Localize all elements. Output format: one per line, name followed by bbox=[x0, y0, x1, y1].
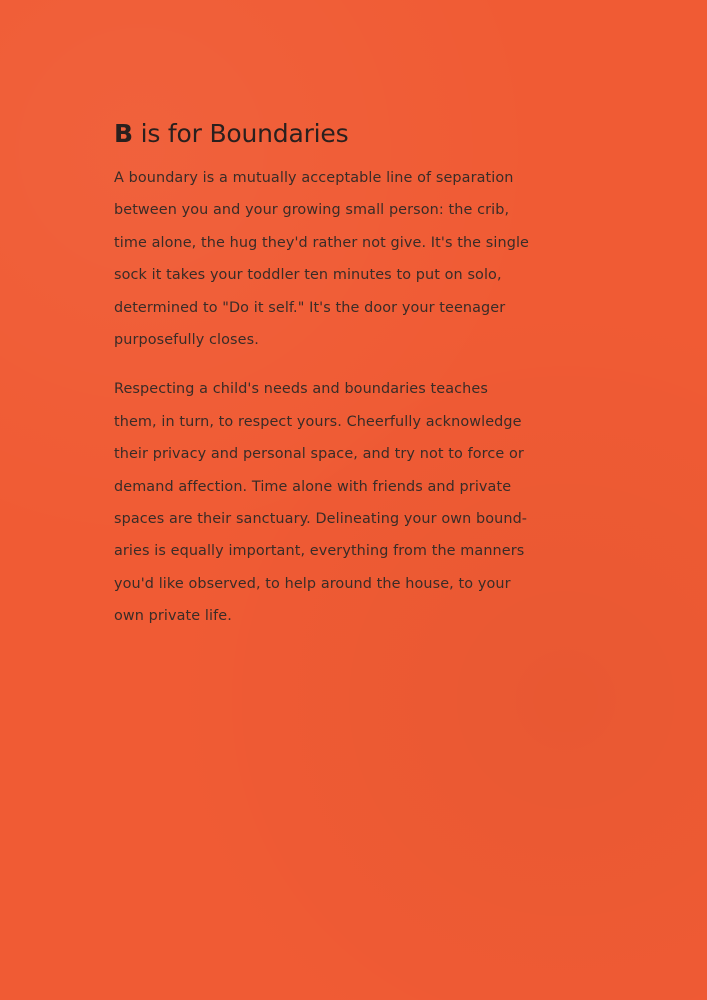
article bbox=[114, 118, 574, 633]
text-line: time alone, the hug they'd rather not give. It's the single bbox=[114, 234, 530, 251]
text-line: determined to "Do it self." It's the door your teenager bbox=[114, 299, 506, 316]
text-line: Respecting a child's needs and boundaries teaches bbox=[114, 381, 488, 398]
text-line: purposefully closes. bbox=[114, 332, 259, 349]
page-title bbox=[114, 118, 574, 150]
title-letter: B bbox=[114, 119, 133, 148]
title-text: is for Boundaries bbox=[132, 119, 349, 148]
text-line: sock it takes your toddler ten minutes to put on solo, bbox=[114, 267, 502, 284]
text-line: you'd like observed, to help around the house, to your bbox=[114, 575, 511, 592]
paragraph-2 bbox=[114, 373, 574, 632]
text-line: own private life. bbox=[114, 608, 232, 625]
paragraph-1 bbox=[114, 162, 574, 356]
text-line: A boundary is a mutually acceptable line of separation bbox=[114, 170, 514, 186]
text-line: demand affection. Time alone with friends and private bbox=[114, 478, 512, 495]
text-line: spaces are their sanctuary. Delineating your own bound- bbox=[114, 511, 528, 528]
text-line: their privacy and personal space, and try not to force or bbox=[114, 446, 524, 463]
text-line: aries is equally important, everything from the manners bbox=[114, 543, 525, 560]
text-line: between you and your growing small person: the crib, bbox=[114, 202, 510, 219]
text-line: them, in turn, to respect yours. Cheerfully acknowledge bbox=[114, 413, 522, 430]
